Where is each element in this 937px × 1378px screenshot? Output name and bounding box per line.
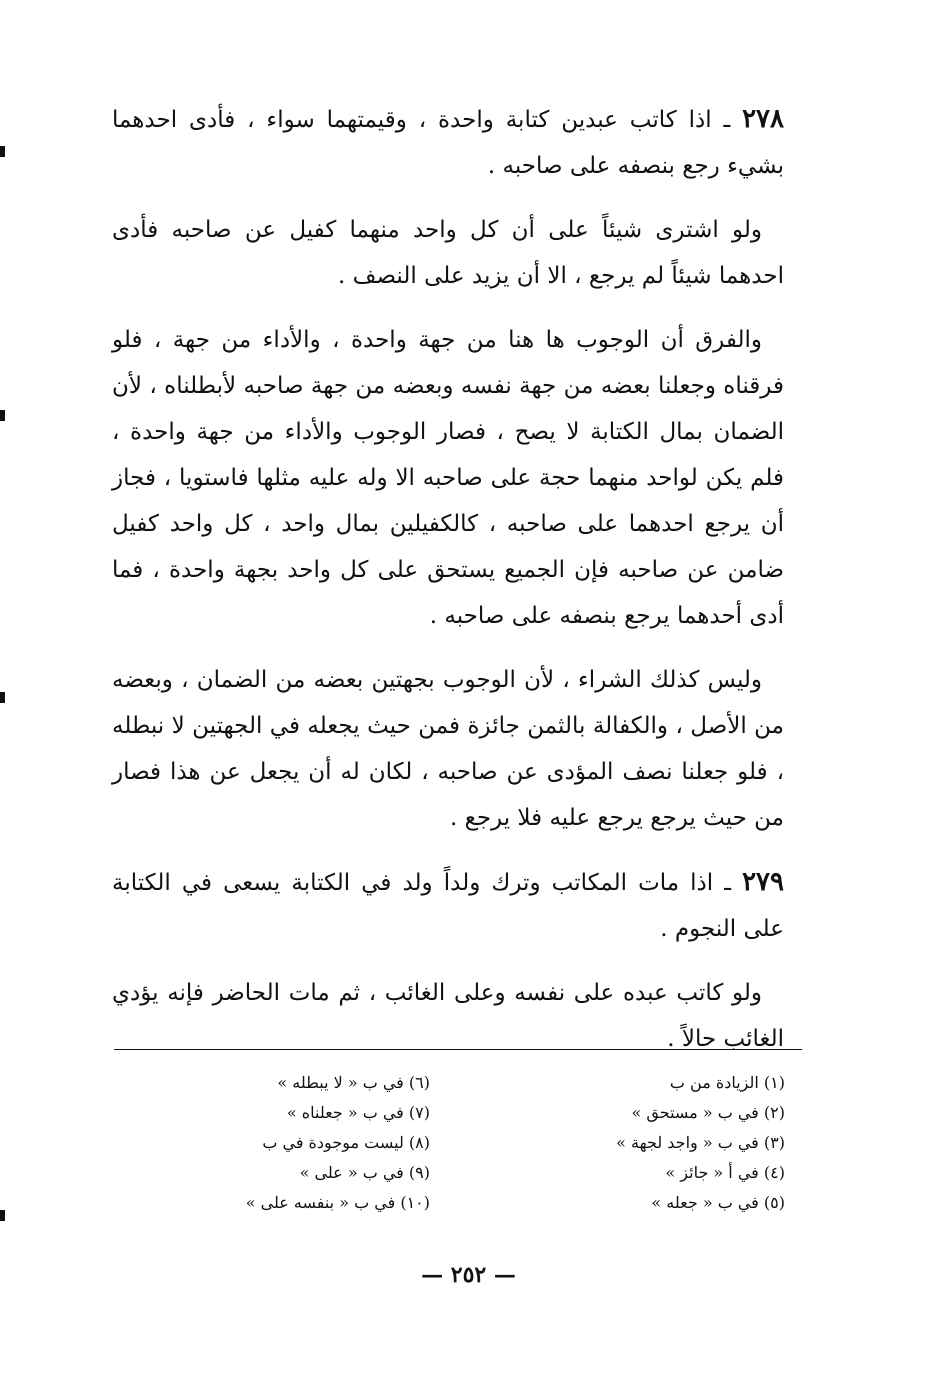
- paragraph-absent: ولو كاتب عبده على نفسه وعلى الغائب ، ثم مات الحاضر فإنه يؤدي الغائب حالاً .: [112, 980, 784, 1052]
- paragraph-sale: وليس كذلك الشراء ، لأن الوجوب بجهتين بعضه من الضمان ، وبعضه من الأصل ، والكفالة بالثمن جائزة فمن حيث يجعله في الجهتين لا نبطله ، فلو جعلنا نصف المؤدى عن صاحبه ، لكان له أن يجعل عن هذا فصار من حيث يرجع يرجع عليه فلا يرجع .: [112, 667, 784, 831]
- scan-edge-mark: [0, 146, 5, 157]
- footnote-2: (٢) في ب « مستحق »: [631, 1103, 785, 1122]
- scan-edge-mark: [0, 1210, 5, 1221]
- scan-edge-mark: [0, 410, 5, 421]
- footnotes-left-column: [240, 1068, 430, 1218]
- footnote-10: (١٠) في ب « بنفسه على »: [245, 1193, 430, 1212]
- footnote-7: (٧) في ب « جعلناه »: [286, 1103, 430, 1122]
- paragraph-278: [112, 96, 784, 189]
- paragraph-difference: والفرق أن الوجوب ها هنا من جهة واحدة ، والأداء من جهة ، فلو فرقناه وجعلنا بعضه من جهة نفسه وبعضه من جهة صاحبه لأبطلناه ، لأن الضمان بمال الكتابة لا يصح ، فصار الوجوب والأداء من جهة واحدة ، فلم يكن لواحد منهما حجة على صاحبه الا وله عليه مثلها فاستويا ، فجاز أن يرجع احدهما على صاحبه ، كالكفيلين بمال واحد ، كل واحد كفيل ضامن عن صاحبه فإن الجميع يستحق على كل واحد بجهة واحدة ، فما أدى أحدهما يرجع بنصفه على صاحبه .: [112, 327, 784, 629]
- footnote-6: (٦) في ب « لا يبطله »: [277, 1073, 430, 1092]
- footnote-9: (٩) في ب « على »: [299, 1163, 430, 1182]
- footnote-3: (٣) في ب « واجد لجهة »: [616, 1133, 785, 1152]
- footnote-5: (٥) في ب « جعله »: [651, 1193, 785, 1212]
- main-text: [112, 96, 784, 1080]
- paragraph-279-text: ـ اذا مات المكاتب وترك ولداً ولد في الكتابة يسعى في الكتابة على النجوم .: [112, 870, 784, 942]
- footnote-1: (١) الزيادة من ب: [669, 1073, 785, 1092]
- footnote-8: (٨) ليست موجودة في ب: [262, 1133, 430, 1152]
- scan-edge-mark: [0, 692, 5, 703]
- footnote-4: (٤) في أ « جائز »: [665, 1163, 785, 1182]
- issue-number-279: ٢٧٩: [742, 867, 784, 897]
- paragraph-purchase: ولو اشترى شيئاً على أن كل واحد منهما كفيل عن صاحبه فأدى احدهما شيئاً لم يرجع ، الا أن يزيد على النصف .: [112, 217, 784, 289]
- paragraph-279: [112, 859, 784, 952]
- issue-number-278: ٢٧٨: [742, 104, 784, 134]
- footnotes-right-column: [590, 1068, 785, 1218]
- paragraph-278-text: ـ اذا كاتب عبدين كتابة واحدة ، وقيمتهما سواء ، فأدى احدهما بشيء رجع بنصفه على صاحبه .: [112, 107, 784, 179]
- footnote-divider: [114, 1049, 802, 1050]
- page-number: — ٢٥٢ —: [421, 1262, 516, 1288]
